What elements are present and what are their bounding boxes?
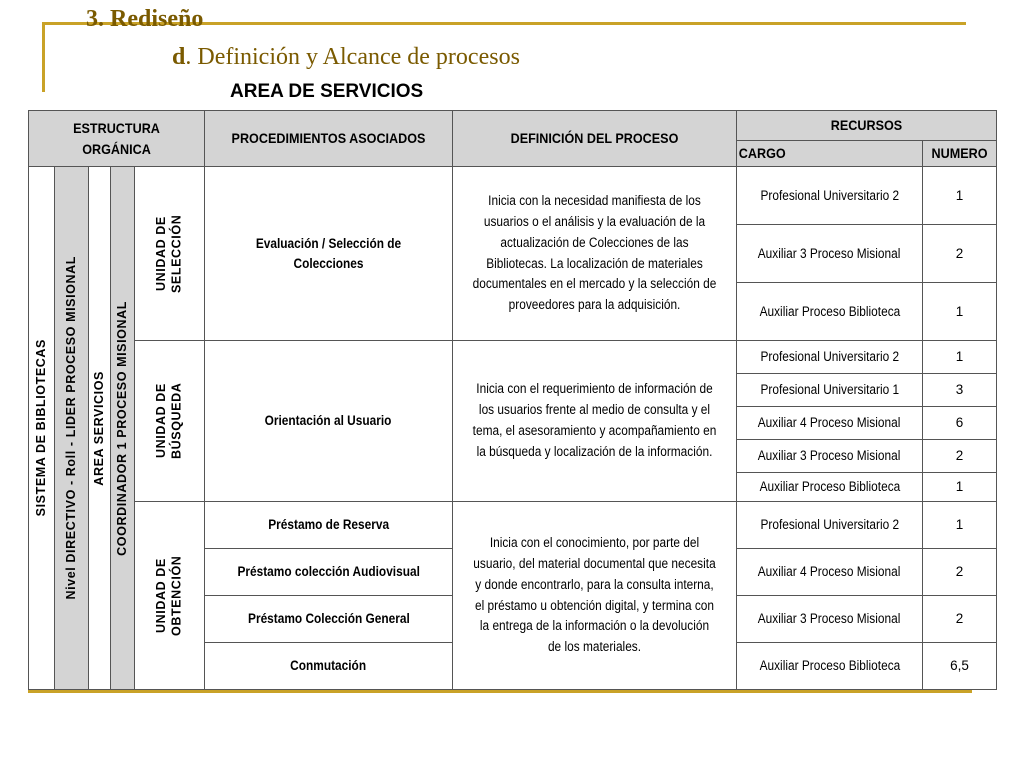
def-seleccion-text: Inicia con la necesidad manifiesta de los usuarios o el análisis y la evaluación de la actualización de Colecciones de las Bibliotecas. La localización de materiales documentales en el mercado y la selección de proveedores para la adquisición. xyxy=(472,192,717,313)
cargo-value: Auxiliar 3 Proceso Misional xyxy=(758,611,901,627)
cell-def-busqueda xyxy=(453,341,737,502)
numero-value: 2 xyxy=(955,245,964,261)
cargo-value: Profesional Universitario 2 xyxy=(760,187,899,203)
proc-reserva-label: Préstamo de Reserva xyxy=(268,517,389,533)
cell-proc-reserva xyxy=(205,502,453,549)
cell-coordinador xyxy=(111,167,135,690)
cargo-value: Auxiliar 3 Proceso Misional xyxy=(758,448,901,464)
numero-value: 3 xyxy=(955,382,964,398)
numero-value: 1 xyxy=(955,479,964,495)
decorative-bottom-line xyxy=(28,690,972,693)
cell-numero xyxy=(923,374,997,407)
cell-proc-general xyxy=(205,596,453,643)
header-recursos-label: RECURSOS xyxy=(750,115,983,135)
proc-seleccion-label: Evaluación / Selección de Colecciones xyxy=(255,235,402,271)
cargo-value: Auxiliar Proceso Biblioteca xyxy=(759,658,900,674)
cell-proc-audiovisual xyxy=(205,549,453,596)
header-numero-label: NUMERO xyxy=(927,143,993,163)
cell-sistema xyxy=(29,167,55,690)
cell-proc-conmutacion xyxy=(205,643,453,690)
header-recursos xyxy=(737,111,997,141)
proc-conmutacion-label: Conmutación xyxy=(290,658,367,674)
header-estructura-label: ESTRUCTURA ORGÁNICA xyxy=(38,118,196,159)
label-sistema: SISTEMA DE BIBLIOTECAS xyxy=(33,339,48,517)
cargo-value: Auxiliar Proceso Biblioteca xyxy=(759,303,900,319)
cargo-value: Profesional Universitario 1 xyxy=(760,382,899,398)
proc-busqueda-label: Orientación al Usuario xyxy=(265,413,392,429)
label-area: AREA SERVICIOS xyxy=(91,370,106,486)
header-estructura xyxy=(29,111,205,167)
numero-value: 1 xyxy=(955,303,964,319)
numero-value: 6,5 xyxy=(950,658,969,674)
cell-cargo xyxy=(737,283,923,341)
label-coordinador: COORDINADOR 1 PROCESO MISIONAL xyxy=(114,300,129,556)
cell-numero xyxy=(923,225,997,283)
area-title: AREA DE SERVICIOS xyxy=(230,81,424,102)
cell-numero xyxy=(923,440,997,473)
numero-value: 1 xyxy=(955,517,964,533)
cell-cargo xyxy=(737,341,923,374)
cell-unit-obtencion xyxy=(135,502,205,690)
table-row xyxy=(29,502,997,549)
cell-numero xyxy=(923,549,997,596)
unit-seleccion-label: UNIDAD DE SELECCIÓN xyxy=(153,214,184,293)
def-busqueda-text: Inicia con el requerimiento de información de los usuarios frente al medio de consulta y el tema, el asesoramiento y acompañamiento en la búsqueda y localización de la información. xyxy=(472,381,717,459)
cell-def-seleccion xyxy=(453,167,737,341)
header-cargo-label: CARGO xyxy=(737,143,904,163)
cell-nivel xyxy=(55,167,89,690)
header-definicion-label: DEFINICIÓN DEL PROCESO xyxy=(467,128,722,148)
cargo-value: Auxiliar Proceso Biblioteca xyxy=(759,479,900,495)
cell-numero xyxy=(923,596,997,643)
numero-value: 2 xyxy=(955,448,964,464)
cell-proc-seleccion xyxy=(205,167,453,341)
table-row xyxy=(29,167,997,225)
cell-cargo xyxy=(737,407,923,440)
decorative-vertical-line xyxy=(42,22,45,92)
cell-cargo xyxy=(737,596,923,643)
slide-subtitle xyxy=(172,44,520,71)
cell-cargo xyxy=(737,549,923,596)
header-procedimientos xyxy=(205,111,453,167)
numero-value: 6 xyxy=(955,415,964,431)
cell-numero xyxy=(923,341,997,374)
cell-numero xyxy=(923,283,997,341)
header-numero xyxy=(923,141,997,167)
table-row xyxy=(29,341,997,374)
cell-area xyxy=(89,167,111,690)
cargo-value: Auxiliar 3 Proceso Misional xyxy=(758,245,901,261)
cargo-value: Profesional Universitario 2 xyxy=(760,517,899,533)
cell-numero xyxy=(923,473,997,502)
cell-numero xyxy=(923,167,997,225)
cell-unit-seleccion xyxy=(135,167,205,341)
header-cargo xyxy=(737,141,923,167)
subtitle-letter: d xyxy=(172,44,186,70)
numero-value: 2 xyxy=(955,611,964,627)
def-obtencion-text: Inicia con el conocimiento, por parte del usuario, del material documental que necesita y donde encontrarlo, para la consulta interna, el préstamo u obtención digital, y termina con la entrega de la información o la devolución de los materiales. xyxy=(473,534,716,655)
cell-cargo xyxy=(737,473,923,502)
cell-cargo xyxy=(737,643,923,690)
header-definicion xyxy=(453,111,737,167)
proc-audiovisual-label: Préstamo colección Audiovisual xyxy=(237,564,420,580)
cell-numero xyxy=(923,502,997,549)
unit-busqueda-label: UNIDAD DE BÚSQUEDA xyxy=(153,382,184,460)
cargo-value: Profesional Universitario 2 xyxy=(760,349,899,365)
process-table xyxy=(28,110,997,690)
unit-obtencion-label: UNIDAD DE OBTENCIÓN xyxy=(153,555,184,636)
subtitle-text: . Definición y Alcance de procesos xyxy=(185,44,520,70)
cell-cargo xyxy=(737,167,923,225)
proc-general-label: Préstamo Colección General xyxy=(247,611,410,627)
numero-value: 2 xyxy=(955,564,964,580)
numero-value: 1 xyxy=(955,349,964,365)
cargo-value: Auxiliar 4 Proceso Misional xyxy=(758,415,901,431)
cell-def-obtencion xyxy=(453,502,737,690)
cell-cargo xyxy=(737,440,923,473)
cell-numero xyxy=(923,407,997,440)
header-row-1 xyxy=(29,111,997,141)
cell-cargo xyxy=(737,502,923,549)
cargo-value: Auxiliar 4 Proceso Misional xyxy=(758,564,901,580)
cell-cargo xyxy=(737,374,923,407)
cell-unit-busqueda xyxy=(135,341,205,502)
label-nivel: Nivel DIRECTIVO - Roll - LIDER PROCESO MISIONAL xyxy=(63,256,78,600)
slide-title: 3. Rediseño xyxy=(86,6,204,32)
cell-proc-busqueda xyxy=(205,341,453,502)
cell-cargo xyxy=(737,225,923,283)
numero-value: 1 xyxy=(955,187,964,203)
cell-numero xyxy=(923,643,997,690)
header-procedimientos-label: PROCEDIMIENTOS ASOCIADOS xyxy=(217,128,439,148)
